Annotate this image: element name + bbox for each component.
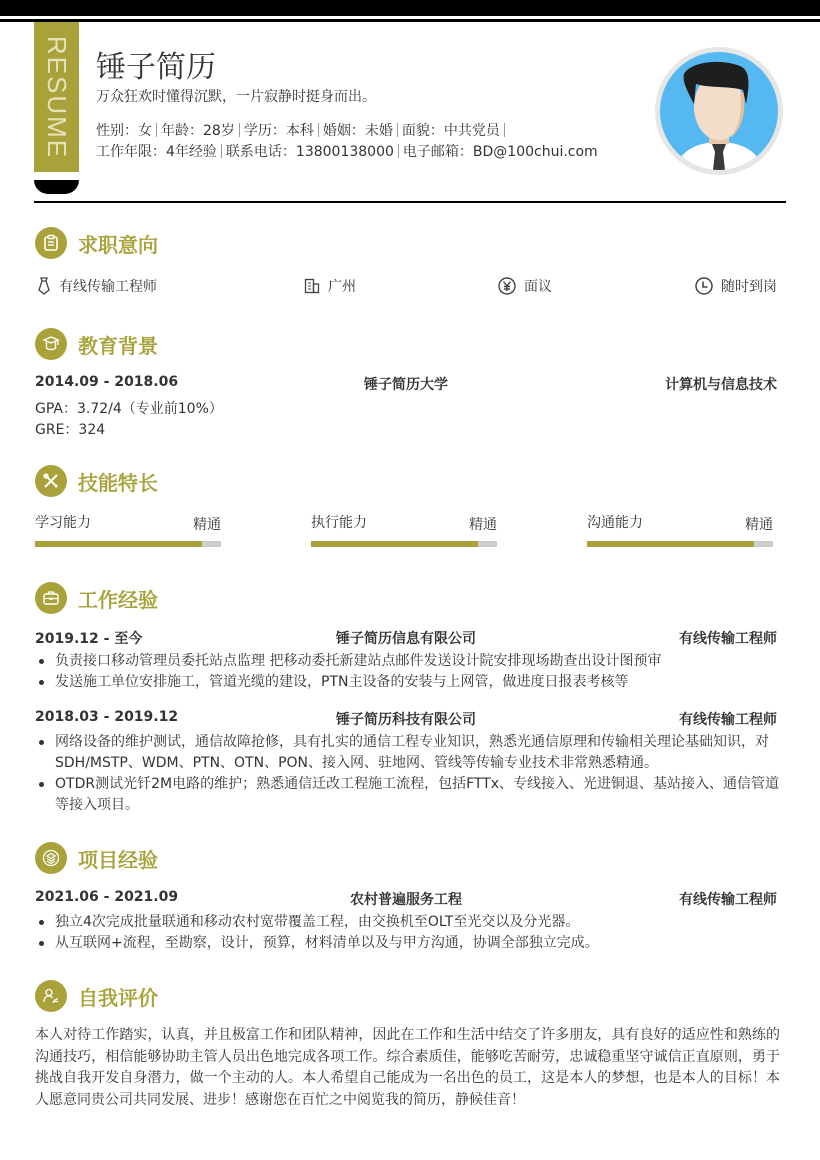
education-period: 2014.09 - 2018.06 — [35, 374, 179, 390]
project-bullets — [35, 912, 780, 954]
info-political: 面貌：中共党员 — [401, 123, 500, 139]
info-marital: 婚姻：未婚 — [322, 123, 393, 139]
section-header-self-eval — [35, 980, 158, 1012]
tie-icon — [37, 277, 51, 295]
section-header-education — [35, 328, 158, 360]
section-title-intent: 求职意向 — [78, 232, 158, 257]
skill-progress-fill — [35, 541, 202, 547]
divider — [318, 123, 319, 137]
person-icon — [35, 980, 67, 1012]
intent-availability-label: 随时到岗 — [721, 279, 777, 295]
divider — [397, 123, 398, 137]
section-header-intent — [35, 227, 158, 259]
skill-item — [35, 512, 221, 552]
section-title-skills: 技能特长 — [78, 470, 158, 495]
clipboard-icon — [35, 227, 67, 259]
intent-position — [37, 276, 157, 296]
work-role: 有线传输工程师 — [679, 712, 777, 728]
building-icon — [304, 278, 320, 294]
top-bar-line — [0, 19, 820, 22]
briefcase-icon — [35, 582, 67, 614]
project-period: 2021.06 - 2021.09 — [35, 889, 179, 905]
skill-level: 精通 — [745, 517, 773, 533]
skill-progress-fill — [587, 541, 754, 547]
divider — [504, 123, 505, 137]
resume-tag-cap — [34, 180, 79, 194]
layers-icon — [35, 842, 67, 874]
skill-name: 学习能力 — [35, 515, 91, 531]
work-bullets — [35, 732, 780, 816]
divider — [398, 144, 399, 158]
intent-city-label: 广州 — [328, 279, 356, 295]
skill-level: 精通 — [193, 517, 221, 533]
intent-position-label: 有线传输工程师 — [59, 279, 157, 295]
job-intent-row — [35, 276, 780, 296]
section-header-projects — [35, 842, 158, 874]
divider — [239, 123, 240, 137]
work-bullet: OTDR测试光钎2M电路的维护；熟悉通信迁改工程施工流程，包括FTTx、专线接入、光进铜退、基站接入、通信管道等接入项目。 — [35, 774, 780, 816]
resume-vertical-tag — [34, 22, 79, 172]
work-company: 锤子简历科技有限公司 — [336, 712, 476, 728]
education-entry — [35, 374, 777, 394]
avatar-illustration-icon — [660, 52, 778, 170]
yen-icon — [498, 277, 516, 295]
self-evaluation-text: 本人对待工作踏实，认真，并且极富工作和团队精神，因此在工作和生活中结交了许多朋友，具有良好的适应性和熟练的沟通技巧，相信能够协助主管人员出色地完成各项工作。综合素质佳，能够吃苦耐劳，忠诚稳重坚守诚信正直原则，勇于挑战自我开发自身潜力，做一个主动的人。本人希望自己能成为一名出色的员工，这是本人的梦想，也是本人的目标！本人愿意同贵公司共同发展、进步！感谢您在百忙之中阅览我的简历，静候佳音！ — [35, 1027, 780, 1108]
project-name: 农村普遍服务工程 — [350, 892, 462, 908]
skill-progress-bar — [311, 541, 497, 547]
candidate-name: 锤子简历 — [96, 50, 216, 85]
project-entry-header — [35, 889, 777, 909]
section-title-work: 工作经验 — [78, 587, 158, 612]
education-major: 计算机与信息技术 — [665, 377, 777, 393]
project-bullet: 独立4次完成批量联通和移动农村宽带覆盖工程，由交换机至OLT至光交以及分光器。 — [35, 912, 780, 933]
work-bullet: 网络设备的维护测试，通信故障抢修，具有扎实的通信工程专业知识，熟悉光通信原理和传输相关理论基础知识，对SDH/MSTP、WDM、PTN、OTN、PON、接入网、驻地网、管线等传输专业技术非常熟悉精通。 — [35, 732, 780, 774]
section-title-projects: 项目经验 — [78, 847, 158, 872]
info-email: 电子邮箱：BD@100chui.com — [402, 144, 598, 160]
work-entry-header — [35, 709, 777, 729]
work-entry-header — [35, 628, 777, 648]
skill-item — [587, 512, 773, 552]
education-gre: GRE：324 — [35, 422, 106, 438]
skill-name: 沟通能力 — [587, 515, 643, 531]
intent-city — [304, 276, 356, 296]
info-phone: 联系电话：13800138000 — [225, 144, 394, 160]
info-experience: 工作年限：4年经验 — [96, 144, 217, 160]
header-divider — [34, 201, 786, 203]
skill-progress-bar — [587, 541, 773, 547]
skill-item — [311, 512, 497, 552]
work-bullet: 发送施工单位安排施工，管道光缆的建设，PTN主设备的安装与上网管，做进度日报表考核等 — [35, 672, 780, 693]
work-bullets — [35, 651, 780, 693]
section-title-self-eval: 自我评价 — [78, 985, 158, 1010]
top-bar — [0, 0, 820, 16]
skill-name: 执行能力 — [311, 515, 367, 531]
work-role: 有线传输工程师 — [679, 631, 777, 647]
intent-salary — [498, 276, 552, 296]
work-period: 2019.12 - 至今 — [35, 631, 143, 647]
project-bullet: 从互联网+流程，至勘察，设计，预算，材料清单以及与甲方沟通，协调全部独立完成。 — [35, 933, 780, 954]
divider — [156, 123, 157, 137]
section-header-skills — [35, 465, 158, 497]
education-gpa: GPA：3.72/4（专业前10%） — [35, 401, 223, 417]
tools-icon — [35, 465, 67, 497]
personal-info-line-2 — [96, 141, 598, 161]
project-role: 有线传输工程师 — [679, 892, 777, 908]
section-title-education: 教育背景 — [78, 333, 158, 358]
skill-progress-bar — [35, 541, 221, 547]
resume-tag-text: RESUME — [42, 35, 72, 159]
education-school: 锤子简历大学 — [364, 377, 448, 393]
intent-salary-label: 面议 — [524, 279, 552, 295]
clock-icon — [695, 277, 713, 295]
work-bullet: 负责接口移动管理员委托站点监理 把移动委托新建站点邮件发送设计院安排现场勘查出设计图预审 — [35, 651, 780, 672]
work-company: 锤子简历信息有限公司 — [336, 631, 476, 647]
skill-progress-fill — [311, 541, 478, 547]
section-header-work — [35, 582, 158, 614]
info-age: 年龄：28岁 — [161, 123, 235, 139]
personal-info-line-1 — [96, 120, 509, 140]
info-education: 学历：本科 — [243, 123, 314, 139]
motto: 万众狂欢时懂得沉默，一片寂静时挺身而出。 — [96, 89, 376, 105]
avatar — [655, 47, 783, 175]
intent-availability — [695, 276, 777, 296]
work-period: 2018.03 - 2019.12 — [35, 709, 179, 725]
divider — [221, 144, 222, 158]
skill-level: 精通 — [469, 517, 497, 533]
info-gender: 性别：女 — [96, 123, 152, 139]
graduation-cap-icon — [35, 328, 67, 360]
